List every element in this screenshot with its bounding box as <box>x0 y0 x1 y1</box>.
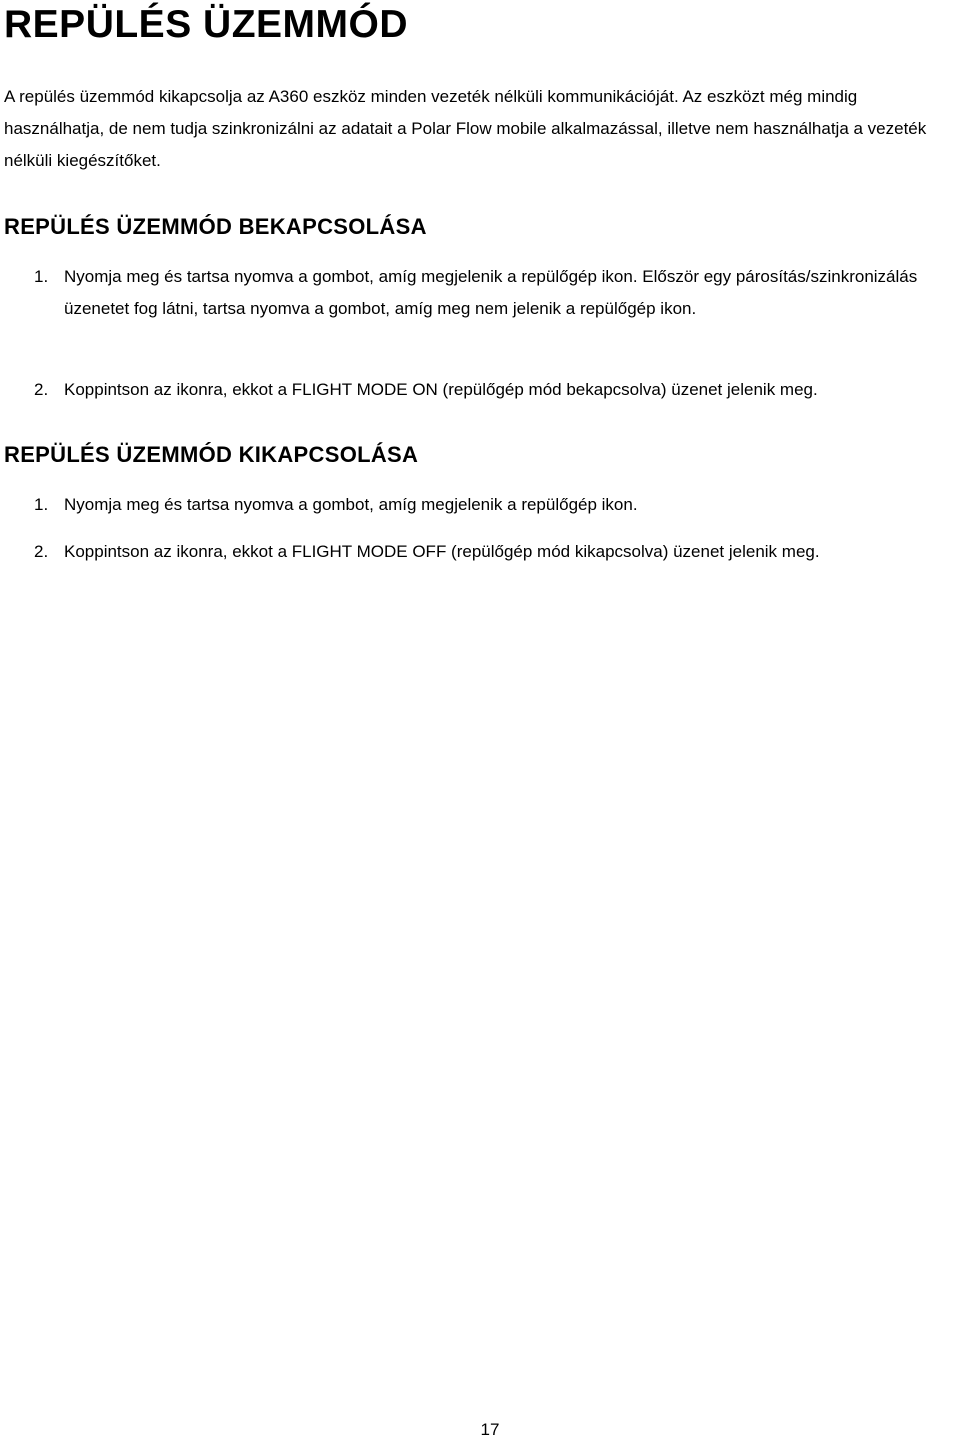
step-number: 1. <box>34 495 49 514</box>
enable-step-2 <box>4 374 956 406</box>
step-number: 2. <box>34 542 49 561</box>
disable-step-2 <box>4 536 956 568</box>
step-number: 1. <box>34 267 49 286</box>
disable-step-1 <box>4 489 956 521</box>
step-number: 2. <box>34 380 49 399</box>
step-text: Koppintson az ikonra, ekkot a FLIGHT MODE ON (repülőgép mód bekapcsolva) üzenet jelenik meg. <box>64 380 818 399</box>
step-text: Koppintson az ikonra, ekkot a FLIGHT MODE OFF (repülőgép mód kikapcsolva) üzenet jelenik meg. <box>64 542 820 561</box>
intro-paragraph: A repülés üzemmód kikapcsolja az A360 eszköz minden vezeték nélküli kommunikációját. Az eszközt még mindig használhatja, de nem tudja szinkronizálni az adatait a Polar Flow mobile alkalmazással, illetve nem használhatja a vezeték nélküli kiegészítőket. <box>4 87 927 170</box>
page-title: REPÜLÉS ÜZEMMÓD <box>4 3 409 46</box>
page-number: 17 <box>480 1420 500 1439</box>
enable-step-1 <box>4 261 956 325</box>
step-text: Nyomja meg és tartsa nyomva a gombot, amíg megjelenik a repülőgép ikon. Először egy párosítás/szinkronizálás üzenetet fog látni, tartsa nyomva a gombot, amíg meg nem jelenik a repülőgép ikon. <box>64 267 918 318</box>
section-heading-disable: REPÜLÉS ÜZEMMÓD KIKAPCSOLÁSA <box>4 442 419 467</box>
section-heading-enable: REPÜLÉS ÜZEMMÓD BEKAPCSOLÁSA <box>4 214 427 239</box>
step-text: Nyomja meg és tartsa nyomva a gombot, amíg megjelenik a repülőgép ikon. <box>64 495 638 514</box>
